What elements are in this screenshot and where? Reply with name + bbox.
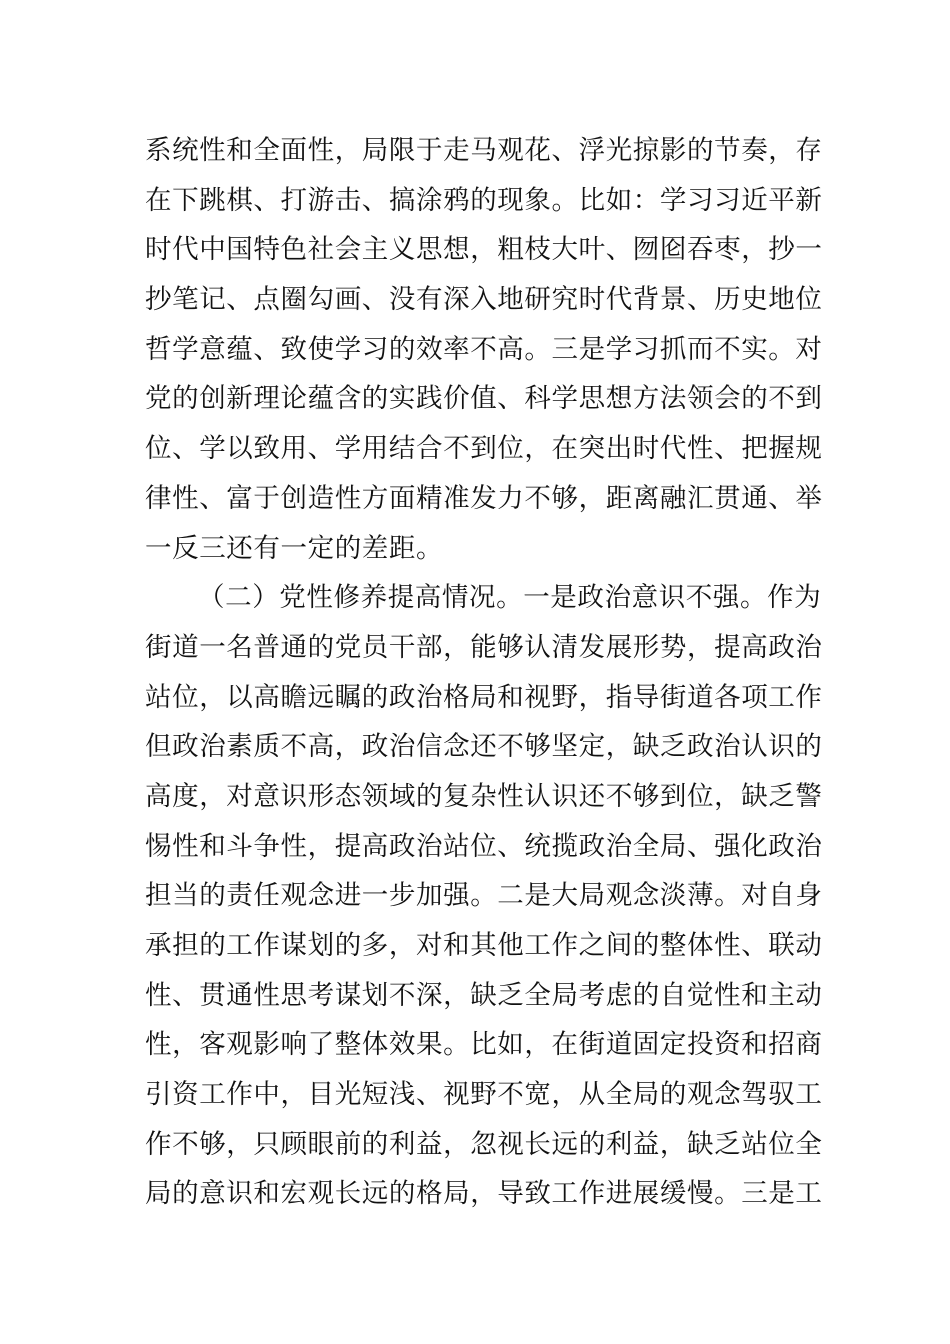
text-line: 哲学意蕴、致使学习的效率不高。三是学习抓而不实。对 [145,333,823,365]
text-line: 引资工作中，目光短浅、视野不宽，从全局的观念驾驭工 [145,1079,823,1111]
text-line: 性，客观影响了整体效果。比如，在街道固定投资和招商 [145,1029,823,1061]
text-line: 惕性和斗争性，提高政治站位、统揽政治全局、强化政治 [145,830,823,862]
text-line: 党的创新理论蕴含的实践价值、科学思想方法领会的不到 [145,383,823,415]
text-line: 高度，对意识形态领域的复杂性认识还不够到位，缺乏警 [145,780,823,812]
text-line: 位、学以致用、学用结合不到位，在突出时代性、把握规 [145,433,823,465]
text-line: 承担的工作谋划的多，对和其他工作之间的整体性、联动 [145,930,823,961]
text-line: 担当的责任观念进一步加强。二是大局观念淡薄。对自身 [145,880,823,912]
text-line: 性、贯通性思考谋划不深，缺乏全局考虑的自觉性和主动 [145,979,823,1011]
text-line: 律性、富于创造性方面精准发力不够，距离融汇贯通、举 [145,482,823,514]
body-text [145,126,823,1219]
text-line: 一反三还有一定的差距。 [145,532,444,564]
text-line: 街道一名普通的党员干部，能够认清发展形势，提高政治 [145,631,823,663]
text-line: 作不够，只顾眼前的利益，忽视长远的利益，缺乏站位全 [145,1128,823,1160]
text-line: 但政治素质不高，政治信念还不够坚定，缺乏政治认识的 [145,731,823,763]
text-line: 系统性和全面性，局限于走马观花、浮光掠影的节奏，存 [145,135,823,166]
text-line: 在下跳棋、打游击、搞涂鸦的现象。比如：学习习近平新 [145,184,823,216]
text-line: 局的意识和宏观长远的格局，导致工作进展缓慢。三是工 [145,1178,823,1210]
text-line: 抄笔记、点圈勾画、没有深入地研究时代背景、历史地位 [145,284,823,316]
section-heading-line: （二）党性修养提高情况。一是政治意识不强。作为 [198,582,822,614]
text-line: 站位，以高瞻远瞩的政治格局和视野，指导街道各项工作 [145,681,823,713]
text-line: 时代中国特色社会主义思想，粗枝大叶、囫囵吞枣，抄一 [145,234,823,266]
